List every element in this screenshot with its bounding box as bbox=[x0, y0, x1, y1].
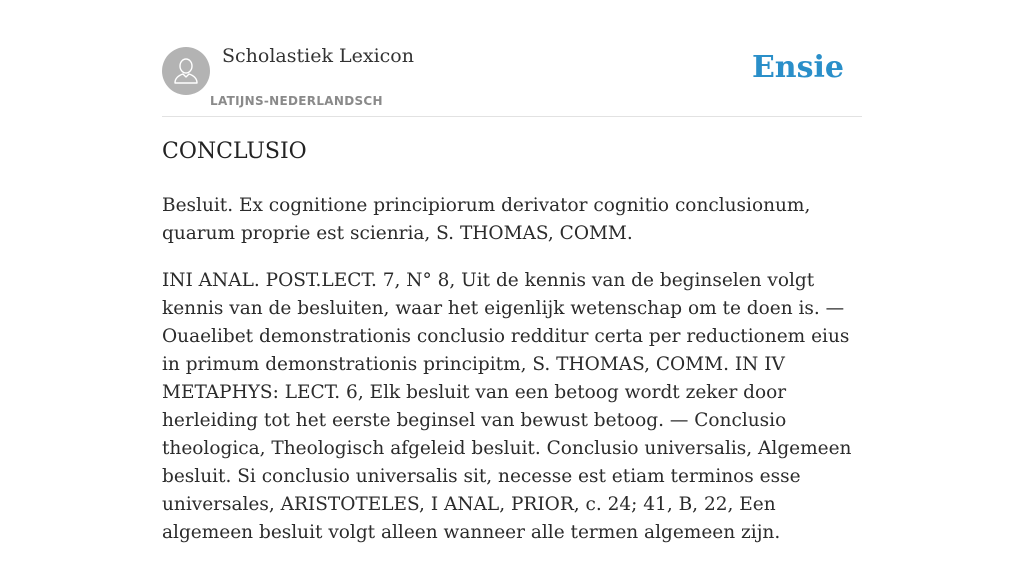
brand-logo[interactable]: Ensie bbox=[751, 50, 844, 85]
entry-title: CONCLUSIO bbox=[162, 139, 307, 164]
lexicon-title[interactable]: Scholastiek Lexicon bbox=[222, 45, 414, 67]
entry-body bbox=[162, 192, 862, 566]
lexicon-header bbox=[162, 40, 862, 117]
entry-paragraph: Besluit. Ex cognitione principiorum derivator cognitio conclusionum, quarum proprie est scienria, S. THOMAS, COMM. bbox=[162, 195, 811, 244]
avatar[interactable] bbox=[162, 47, 210, 95]
user-silhouette-icon bbox=[162, 47, 210, 95]
entry-paragraph: INI ANAL. POST.LECT. 7, N° 8, Uit de kennis van de beginselen volgt kennis van de besluiten, waar het eigenlijk wetenschap om te doen is. — Ouaelibet demonstrationis conclusio redditur certa per reductionem eius in primum demonstrationis principitm, S. THOMAS, COMM. IN IV METAPHYS: LECT. 6, Elk besluit van een betoog wordt zeker door herleiding tot het eerste beginsel van bewust betoog. — Conclusio theologica, Theologisch afgeleid besluit. Conclusio universalis, Algemeen besluit. Si conclusio universalis sit, necesse est etiam terminos esse universales, ARISTOTELES, I ANAL, PRIOR, c. 24; 41, B, 22, Een algemeen besluit volgt alleen wanneer alle termen algemeen zijn. bbox=[162, 270, 852, 543]
lexicon-subtitle: LATIJNS-NEDERLANDSCH bbox=[210, 94, 383, 108]
